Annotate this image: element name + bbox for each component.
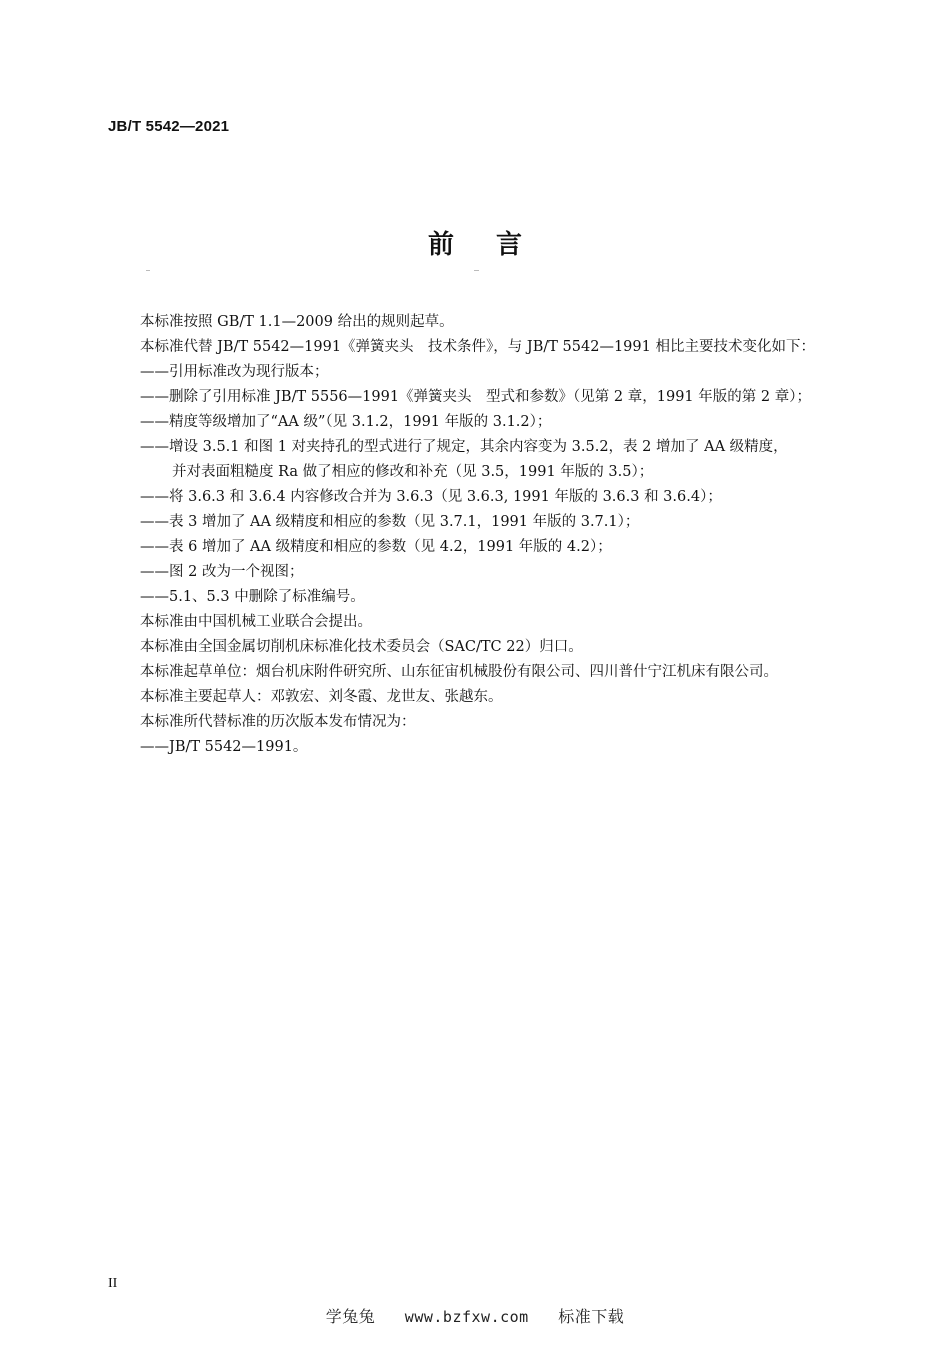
list-item: ——5.1、5.3 中删除了标准编号。 [140,589,365,605]
page-number: II [108,1276,118,1291]
body-paragraph: 本标准所代替标准的历次版本发布情况为： [140,714,416,730]
list-item: ——图 2 改为一个视图； [140,564,304,580]
body-paragraph: 本标准起草单位：烟台机床附件研究所、山东征宙机械股份有限公司、四川普什宁江机床有限公司。 [140,664,778,680]
list-item: 并对表面粗糙度 Ra 做了相应的修改和补充（见 3.5，1991 年版的 3.5）； [172,464,654,480]
list-item: ——引用标准改为现行版本； [140,364,329,380]
footer-site-name: 学兔兔 [325,1307,376,1326]
body-paragraph: 本标准由全国金属切削机床标准化技术委员会（SAC/TC 22）归口。 [140,639,583,655]
body-paragraph: 本标准按照 GB/T 1.1—2009 给出的规则起草。 [140,314,454,330]
footer [0,1304,950,1327]
footer-url[interactable]: www.bzfxw.com [404,1308,529,1326]
footer-tagline: 标准下载 [558,1307,625,1326]
list-item: ——将 3.6.3 和 3.6.4 内容修改合并为 3.6.3（见 3.6.3, 1991 年版的 3.6.3 和 3.6.4）； [140,489,722,505]
scan-artifact [474,270,479,271]
list-item: ——精度等级增加了“AA 级”（见 3.1.2，1991 年版的 3.1.2）； [140,414,552,430]
body-paragraph: 本标准主要起草人：邓敦宏、刘冬霞、龙世友、张越东。 [140,689,503,705]
page-title: 前言 [427,230,564,260]
list-item: ——JB/T 5542—1991。 [140,739,308,755]
list-item: ——表 6 增加了 AA 级精度和相应的参数（见 4.2，1991 年版的 4.2）； [140,539,612,555]
list-item: ——表 3 增加了 AA 级精度和相应的参数（见 3.7.1，1991 年版的 3.7.1）； [140,514,640,530]
list-item: ——增设 3.5.1 和图 1 对夹持孔的型式进行了规定，其余内容变为 3.5.2，表 2 增加了 AA 级精度， [140,439,788,455]
standard-number: JB/T 5542—2021 [108,118,230,135]
body-paragraph: 本标准由中国机械工业联合会提出。 [140,614,372,630]
body-paragraph: 本标准代替 JB/T 5542—1991《弹簧夹头 技术条件》，与 JB/T 5542—1991 相比主要技术变化如下： [140,339,815,355]
document-body [108,310,860,760]
list-item: ——删除了引用标准 JB/T 5556—1991《弹簧夹头 型式和参数》（见第 2 章，1991 年版的第 2 章）； [140,389,811,405]
scan-artifact [146,270,150,271]
